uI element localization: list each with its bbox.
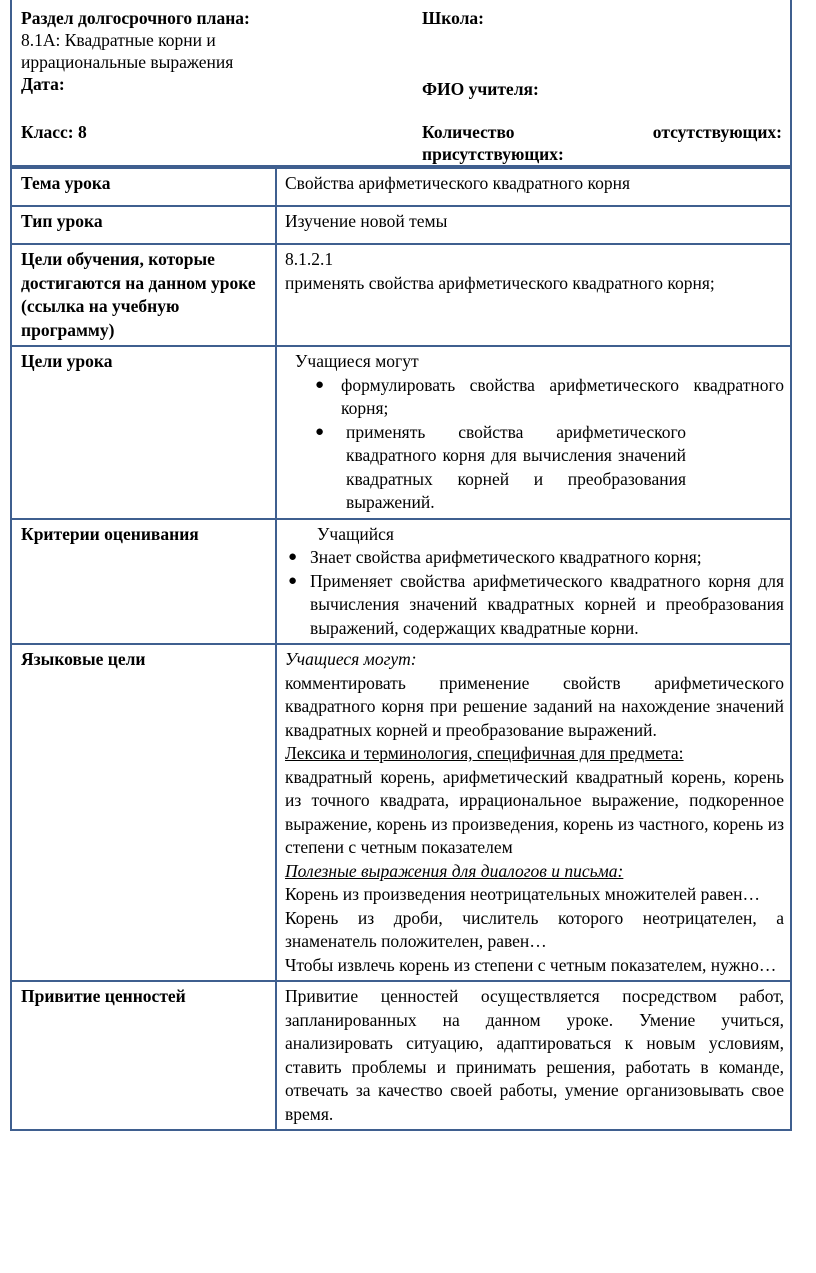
vocab-heading: Лексика и терминология, специфичная для предмета: — [285, 743, 684, 763]
attendance-line2: присутствующих: — [422, 144, 564, 164]
criteria-label: Критерии оценивания — [11, 519, 276, 645]
goals-cell — [276, 346, 791, 519]
phrase-2: Корень из дроби, числитель которого неотрицателен, а знаменатель положителен, равен… — [285, 907, 784, 951]
attendance-line1 — [422, 121, 782, 143]
lesson-plan-page — [10, 0, 792, 1131]
criteria-cell — [276, 519, 791, 645]
goals-item: ● формулировать свойства арифметического квадратного корня; — [315, 374, 784, 418]
language-label: Языковые цели — [11, 644, 276, 981]
class-label: Класс: 8 — [21, 122, 87, 142]
date-label: Дата: — [21, 74, 65, 94]
bullet-icon: ● — [288, 572, 298, 589]
teacher-label: ФИО учителя: — [422, 79, 539, 99]
bullet-icon: ● — [315, 376, 325, 393]
row-values — [11, 981, 791, 1130]
topic-value: Свойства арифметического квадратного корня — [276, 168, 791, 206]
criteria-list — [285, 546, 784, 640]
objectives-label: Цели обучения, которые достигаются на данном уроке (ссылка на учебную программу) — [11, 244, 276, 346]
language-text: комментировать применение свойств арифметического квадратного корня при решение заданий на нахождение значений квадратных корней и преобразование выражений. — [285, 672, 784, 740]
phrase-1: Корень из произведения неотрицательных множителей равен… — [285, 884, 760, 904]
bullet-icon: ● — [288, 549, 298, 565]
criteria-item: ● Знает свойства арифметического квадратного корня; — [285, 546, 784, 570]
row-criteria — [11, 519, 791, 645]
objectives-code: 8.1.2.1 — [285, 249, 334, 269]
goals-label: Цели урока — [11, 346, 276, 519]
criteria-intro: Учащийся — [317, 523, 394, 544]
header-block — [10, 0, 792, 167]
row-type — [11, 206, 791, 244]
goals-item: ● применять свойства арифметического квадратного корня для вычисления значений квадратных корней и преобразования выражений. — [315, 421, 686, 512]
values-text: Привитие ценностей осуществляется посредством работ, запланированных на данном уроке. Умение учиться, анализировать ситуацию, адаптироваться к новым условиям, ставить проблемы и принимать решения, работать в команде, отвечать за качество своей работы, умение организовывать свое время. — [276, 981, 791, 1130]
section-value: 8.1А: Квадратные корни и иррациональные выражения — [21, 30, 234, 72]
topic-label: Тема урока — [11, 168, 276, 206]
goals-intro: Учащиеся могут — [295, 351, 419, 371]
language-cell — [276, 644, 791, 981]
attendance-word2: отсутствующих: — [652, 122, 782, 142]
row-objectives — [11, 244, 791, 346]
school-label: Школа: — [422, 8, 484, 28]
language-intro: Учащиеся могут: — [285, 649, 417, 669]
type-label: Тип урока — [11, 206, 276, 244]
values-label: Привитие ценностей — [11, 981, 276, 1130]
criteria-item: ● Применяет свойства арифметического квадратного корня для вычисления значений квадратных корней и преобразования выражений, содержащих квадратные корни. — [288, 570, 784, 638]
lesson-table — [10, 167, 792, 1131]
goals-list — [285, 374, 784, 515]
objectives-text: применять свойства арифметического квадратного корня; — [285, 272, 715, 293]
bullet-icon: ● — [315, 423, 325, 440]
objectives-cell — [276, 244, 791, 346]
vocab-text: квадратный корень, арифметический квадратный корень, корень из точного квадрата, иррациональное выражение, подкоренное выражение, корень из произведения, корень из частного, корень из степени с четным показателем — [285, 766, 784, 857]
row-goals — [11, 346, 791, 519]
type-value: Изучение новой темы — [276, 206, 791, 244]
row-language — [11, 644, 791, 981]
row-topic — [11, 168, 791, 206]
section-label: Раздел долгосрочного плана: — [21, 8, 250, 28]
attendance-word1: Количество — [422, 122, 515, 142]
phrase-3: Чтобы извлечь корень из степени с четным показателем, нужно… — [285, 954, 777, 975]
phrases-heading: Полезные выражения для диалогов и письма: — [285, 860, 624, 881]
